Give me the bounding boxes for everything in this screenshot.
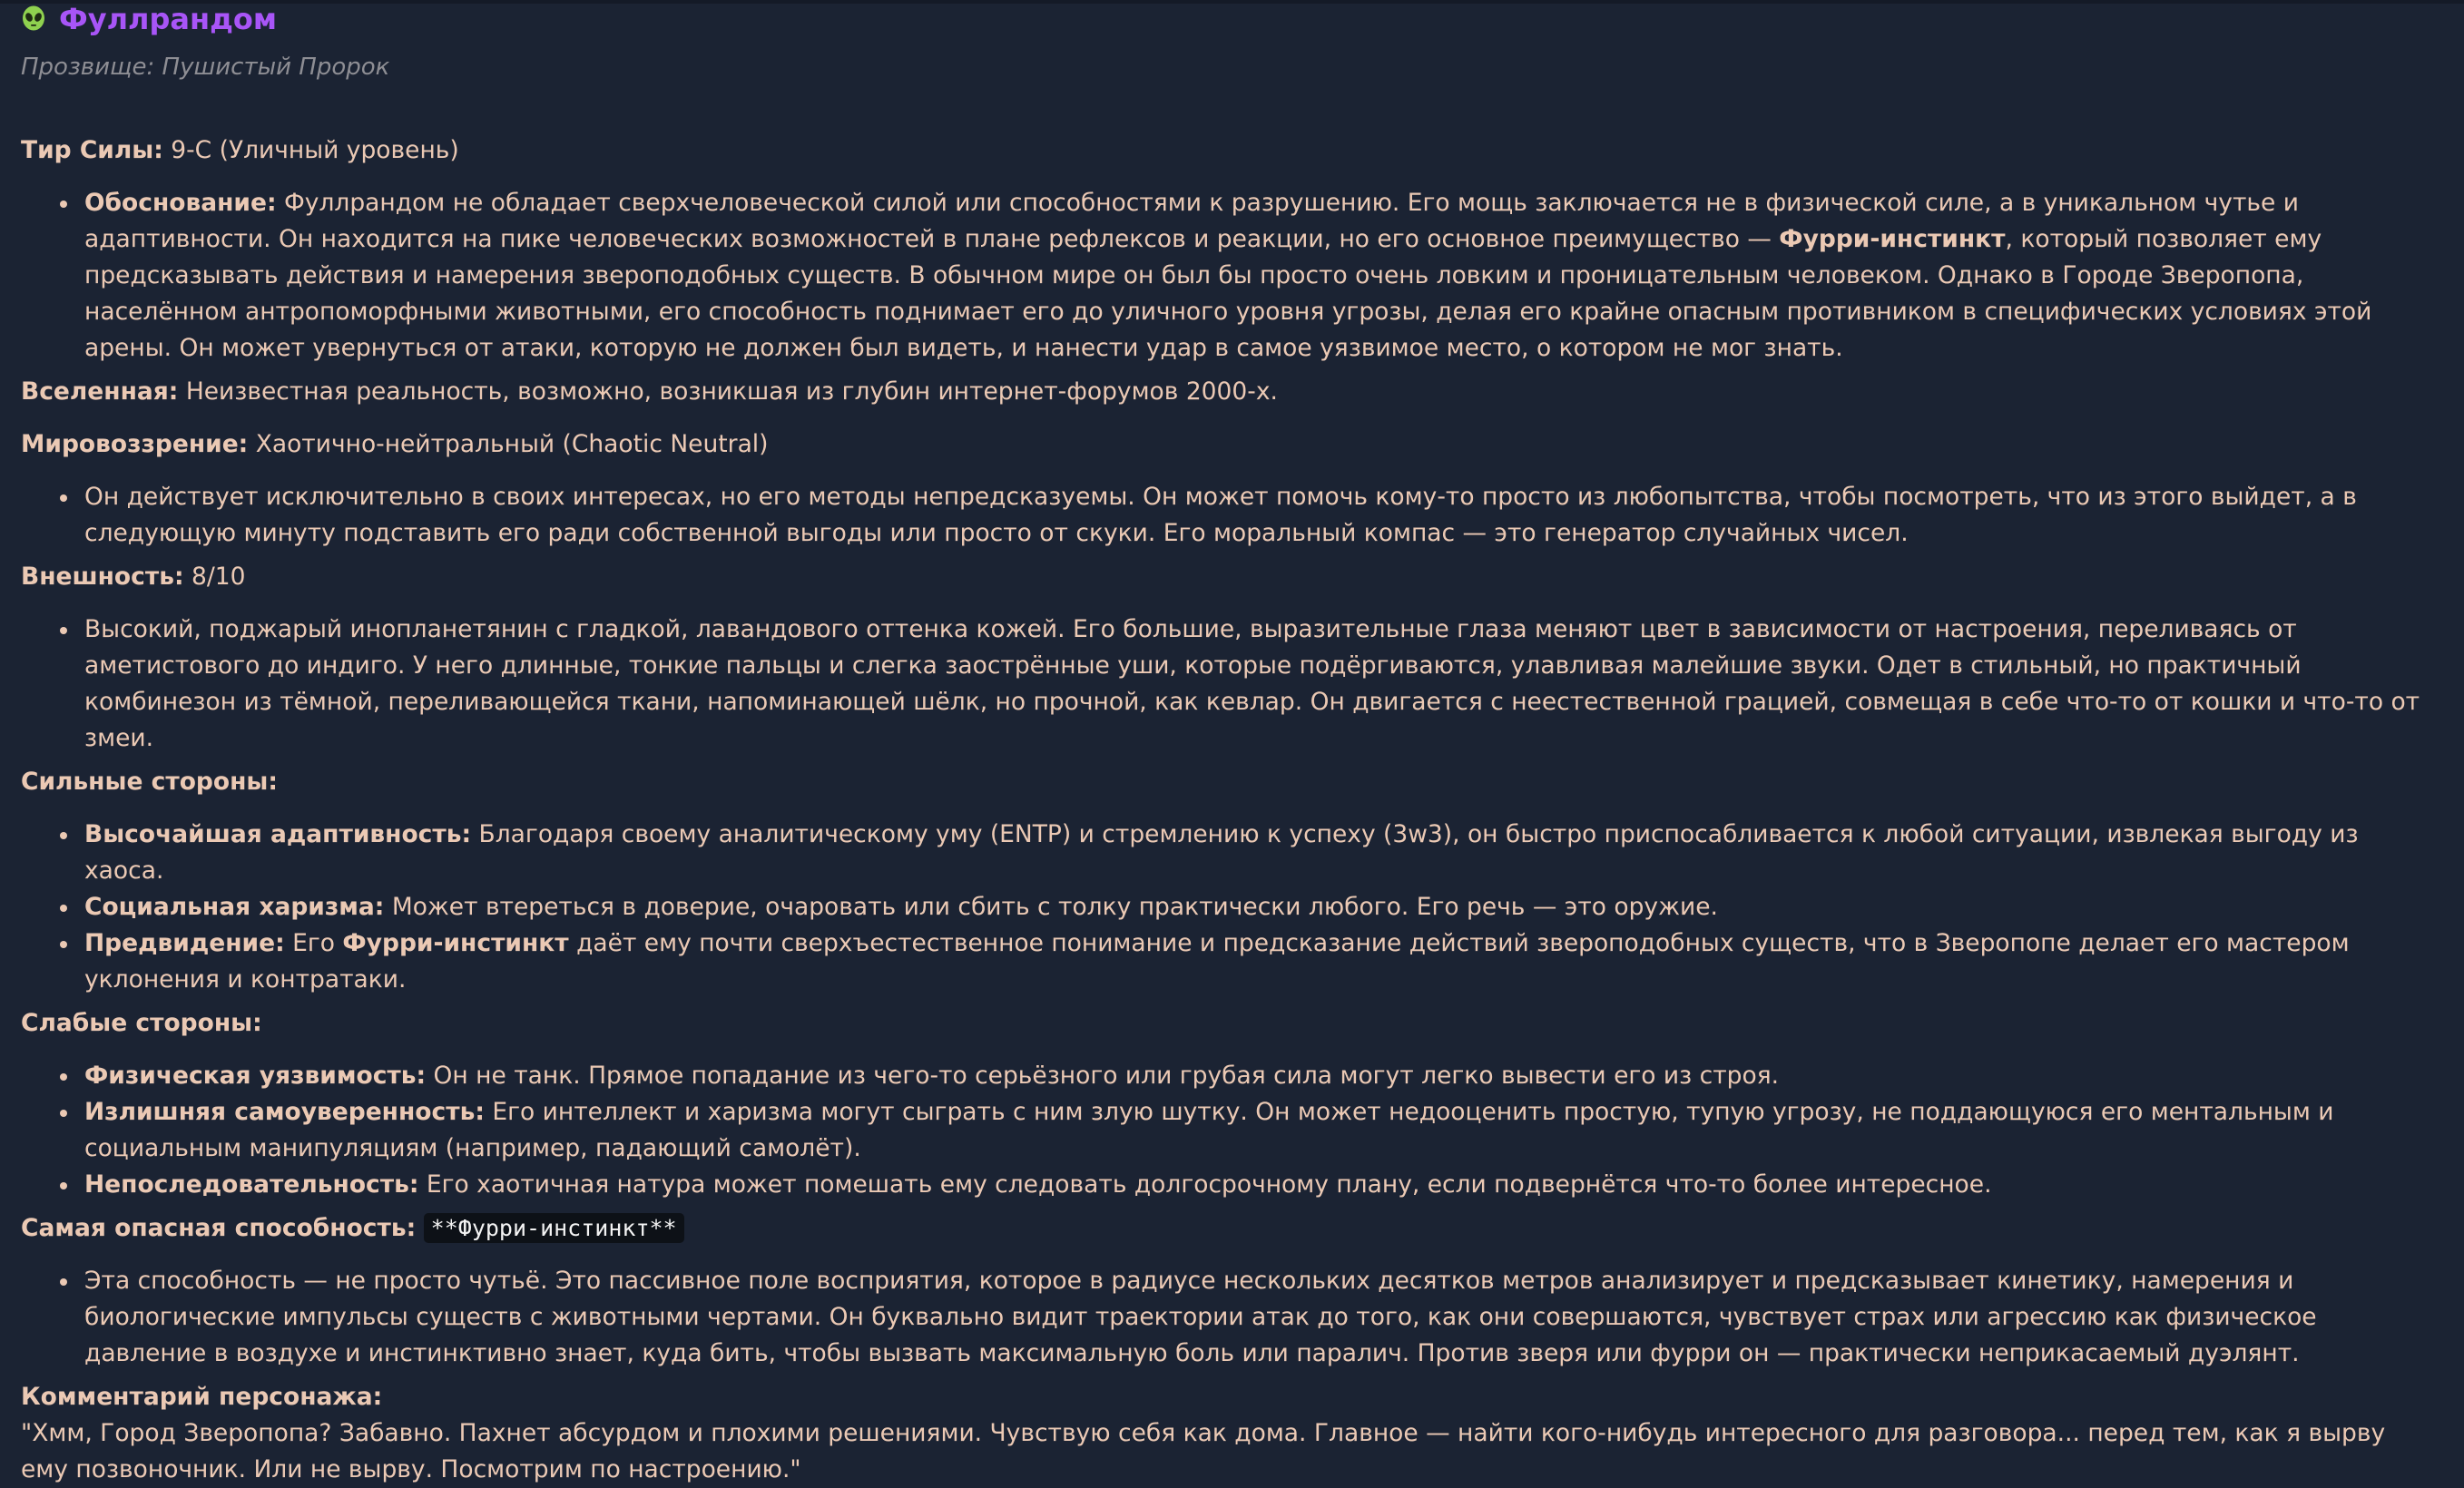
tier-line: [21, 132, 2435, 169]
strengths-list: [21, 817, 2435, 998]
character-nickname: Прозвище: Пушистый Пророк: [21, 54, 390, 81]
character-name: Фуллрандом: [59, 2, 278, 36]
strengths-label: Сильные стороны:: [21, 768, 278, 796]
bullet-text: Благодаря своему аналитическому уму (ENTP) и стремлению к успеху (3w3), он быстро приспосабливается к любой ситуации, извлекая выгоду из хаоса.: [84, 820, 2359, 885]
tier-label: Тир Силы:: [21, 136, 163, 164]
list-item: [21, 925, 2435, 998]
bullet-text: Он не танк. Прямое попадание из чего-то серьёзного или грубая сила могут легко вывести его из строя.: [426, 1062, 1780, 1090]
strengths-line: [21, 764, 2435, 800]
list-item: [21, 889, 2435, 925]
ability-list: [21, 1263, 2435, 1372]
list-item: [21, 1058, 2435, 1094]
character-header: [21, 0, 2435, 38]
weaknesses-list: [21, 1058, 2435, 1203]
bullet-label: Обоснование:: [84, 189, 277, 217]
appearance-line: [21, 559, 2435, 595]
comment-text: "Хмм, Город Зверопопа? Забавно. Пахнет абсурдом и плохими решениями. Чувствую себя как дома. Главное — найти кого-нибудь интересного для разговора... перед тем, как я вырву ему позвоночник. Или не вырву. Посмотрим по настроению.": [21, 1419, 2386, 1483]
bullet-label: Излишняя самоуверенность:: [84, 1098, 485, 1126]
comment-label: Комментарий персонажа:: [21, 1383, 383, 1411]
tier-list: [21, 185, 2435, 367]
bullet-text: Его интеллект и харизма могут сыграть с ним злую шутку. Он может недооценить простую, тупую угрозу, не поддающуюся его ментальным и социальным манипуляциям (например, падающий самолёт).: [84, 1098, 2334, 1162]
alignment-label: Мировоззрение:: [21, 430, 249, 458]
bullet-label: Высочайшая адаптивность:: [84, 820, 472, 848]
bullet-text: Может втереться в доверие, очаровать или сбить с толку практически любого. Его речь — это оружие.: [384, 893, 1718, 921]
list-item: [21, 185, 2435, 367]
list-item: [21, 1094, 2435, 1167]
weaknesses-label: Слабые стороны:: [21, 1009, 262, 1037]
list-item: [21, 817, 2435, 889]
alignment-list: [21, 479, 2435, 552]
ability-line: [21, 1210, 2435, 1247]
universe-label: Вселенная:: [21, 377, 179, 406]
appearance-label: Внешность:: [21, 563, 184, 591]
list-item: [21, 1167, 2435, 1203]
universe-value: Неизвестная реальность, возможно, возникшая из глубин интернет-форумов 2000-х.: [178, 377, 1278, 406]
ability-code: **Фурри-инстинкт**: [424, 1213, 684, 1243]
bullet-label: Социальная харизма:: [84, 893, 385, 921]
bullet-text: , который позволяет ему предсказывать действия и намерения звероподобных существ. В обычном мире он был бы просто очень ловким и проницательным человеком. Однако в Городе Зверопопа, населённом антропоморфными животными, его способность поднимает его до уличного уровня угрозы, делая его крайне опасным противником в специфических условиях этой арены. Он может увернуться от атаки, которую не должен был видеть, и нанести удар в самое уязвимое место, о котором не мог знать.: [84, 225, 2372, 362]
comment-line: [21, 1379, 2435, 1415]
bullet-label: Непоследовательность:: [84, 1170, 419, 1199]
ability-label: Самая опасная способность:: [21, 1214, 417, 1242]
alien-icon: [21, 5, 46, 33]
bullet-label: Предвидение:: [84, 929, 285, 957]
alignment-value: Хаотично-нейтральный (Chaotic Neutral): [248, 430, 769, 458]
appearance-list: [21, 612, 2435, 757]
list-item: Высокий, поджарый инопланетянин с гладкой, лавандового оттенка кожей. Его большие, выразительные глаза меняют цвет в зависимости от настроения, переливаясь от аметистового до индиго. У него длинные, тонкие пальцы и слегка заострённые уши, которые подёргиваются, улавливая малейшие звуки. Одет в стильный, но практичный комбинезон из тёмной, переливающейся ткани, напоминающей шёлк, но прочной, как кевлар. Он двигается с неестественной грацией, совмещая в себе что-то от кошки и что-то от змеи.: [21, 612, 2435, 757]
bullet-text: даёт ему почти сверхъестественное понимание и предсказание действий звероподобных существ, что в Зверопопе делает его мастером уклонения и контратаки.: [84, 929, 2350, 994]
bullet-bold: Фурри-инстинкт: [342, 929, 569, 957]
weaknesses-line: [21, 1005, 2435, 1042]
message-content: [21, 0, 2435, 1488]
universe-line: [21, 374, 2435, 410]
bullet-text: Его хаотичная натура может помешать ему следовать долгосрочному плану, если подвернётся что-то более интересное.: [418, 1170, 1992, 1199]
list-item: Эта способность — не просто чутьё. Это пассивное поле восприятия, которое в радиусе нескольких десятков метров анализирует и предсказывает кинетику, намерения и биологические импульсы существ с животными чертами. Он буквально видит траектории атак до того, как они совершаются, чувствует страх или агрессию как физическое давление в воздухе и инстинктивно знает, куда бить, чтобы вызвать максимальную боль или паралич. Против зверя или фурри он — практически неприкасаемый дуэлянт.: [21, 1263, 2435, 1372]
bullet-text: Фуллрандом не обладает сверхчеловеческой силой или способностями к разрушению. Его мощь заключается не в физической силе, а в уникальном чутье и адаптивности. Он находится на пике человеческих возможностей в плане рефлексов и реакции, но его основное преимущество —: [84, 189, 2299, 253]
bullet-text: Его: [284, 929, 343, 957]
list-item: Он действует исключительно в своих интересах, но его методы непредсказуемы. Он может помочь кому-то просто из любопытства, чтобы посмотреть, что из этого выйдет, а в следующую минуту подставить его ради собственной выгоды или просто от скуки. Его моральный компас — это генератор случайных чисел.: [21, 479, 2435, 552]
alignment-line: [21, 426, 2435, 463]
appearance-value: 8/10: [183, 563, 246, 591]
bullet-label: Физическая уязвимость:: [84, 1062, 427, 1090]
bullet-bold: Фурри-инстинкт: [1779, 225, 2006, 253]
tier-value: 9-C (Уличный уровень): [162, 136, 459, 164]
